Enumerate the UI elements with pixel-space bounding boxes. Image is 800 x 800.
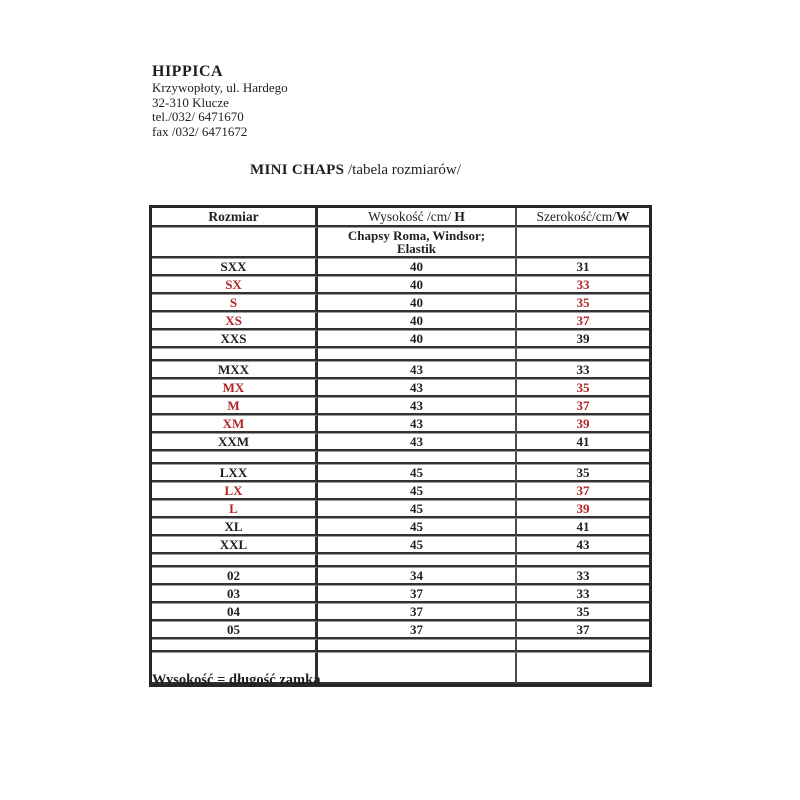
size-cell: XXS: [152, 330, 318, 348]
width-cell: 35: [517, 464, 649, 482]
height-cell: 45: [318, 536, 517, 554]
subheader-empty-cell: [517, 227, 649, 258]
size-row-MX: [152, 379, 649, 397]
size-row-SX: [152, 276, 649, 294]
size-row-MXX: [152, 361, 649, 379]
size-cell: SXX: [152, 258, 318, 276]
height-cell: 45: [318, 464, 517, 482]
subheader-empty-cell: [152, 227, 318, 258]
size-row-LXX: [152, 464, 649, 482]
group-spacer-row: [152, 348, 649, 361]
empty-cell: [517, 639, 649, 652]
height-cell: 40: [318, 312, 517, 330]
group-spacer-row: [152, 554, 649, 567]
height-cell: 37: [318, 603, 517, 621]
size-row-03: [152, 585, 649, 603]
szerokosc-w-symbol: W: [615, 209, 630, 224]
width-cell: 39: [517, 500, 649, 518]
size-row-XS: [152, 312, 649, 330]
wysokosc-label: Wysokość /cm/: [368, 209, 455, 224]
width-cell: 35: [517, 603, 649, 621]
height-cell: 45: [318, 482, 517, 500]
column-header-wysokosc: [318, 208, 517, 227]
empty-cell: [318, 652, 517, 684]
height-cell: 40: [318, 330, 517, 348]
height-cell: 43: [318, 379, 517, 397]
table-header-row: [152, 208, 649, 227]
height-cell: 40: [318, 294, 517, 312]
size-cell: S: [152, 294, 318, 312]
empty-cell: [517, 652, 649, 684]
size-cell: MXX: [152, 361, 318, 379]
column-header-szerokosc: [517, 208, 649, 227]
size-cell: XM: [152, 415, 318, 433]
size-cell: 03: [152, 585, 318, 603]
letterhead: [152, 62, 288, 139]
company-name: HIPPICA: [152, 63, 224, 80]
size-row-L: [152, 500, 649, 518]
size-cell: L: [152, 500, 318, 518]
address-line-2: 32-310 Klucze: [152, 94, 229, 110]
width-cell: 33: [517, 585, 649, 603]
size-cell: XXL: [152, 536, 318, 554]
size-cell: M: [152, 397, 318, 415]
size-row-02: [152, 567, 649, 585]
empty-cell: [318, 554, 517, 567]
wysokosc-h-symbol: H: [454, 209, 465, 224]
size-cell: XXM: [152, 433, 318, 451]
width-cell: 39: [517, 330, 649, 348]
product-name: MINI CHAPS: [250, 162, 345, 178]
empty-cell: [517, 348, 649, 361]
empty-cell: [318, 348, 517, 361]
size-row-XXS: [152, 330, 649, 348]
document-title: [250, 162, 461, 179]
size-row-04: [152, 603, 649, 621]
size-cell: LX: [152, 482, 318, 500]
size-row-M: [152, 397, 649, 415]
width-cell: 37: [517, 482, 649, 500]
size-cell: 05: [152, 621, 318, 639]
size-table: [149, 205, 652, 687]
width-cell: 33: [517, 361, 649, 379]
size-row-XXM: [152, 433, 649, 451]
height-cell: 34: [318, 567, 517, 585]
empty-cell: [517, 451, 649, 464]
trailing-empty-row: [152, 639, 649, 652]
size-cell: XS: [152, 312, 318, 330]
width-cell: 39: [517, 415, 649, 433]
width-cell: 33: [517, 567, 649, 585]
address-line-1: Krzywopłoty, ul. Hardego: [152, 80, 288, 95]
size-row-LX: [152, 482, 649, 500]
height-cell: 43: [318, 397, 517, 415]
height-cell: 37: [318, 585, 517, 603]
width-cell: 35: [517, 294, 649, 312]
size-row-XL: [152, 518, 649, 536]
szerokosc-label: Szerokość/cm/: [536, 209, 616, 224]
width-cell: 35: [517, 379, 649, 397]
table-subheader-row: [152, 227, 649, 258]
height-cell: 40: [318, 258, 517, 276]
model-names-cell: [318, 227, 517, 258]
size-cell: LXX: [152, 464, 318, 482]
size-row-XM: [152, 415, 649, 433]
width-cell: 37: [517, 397, 649, 415]
width-cell: 37: [517, 621, 649, 639]
model-names-line2: Elastik: [396, 241, 436, 256]
empty-cell: [318, 451, 517, 464]
model-names-line1: Chapsy Roma, Windsor;: [347, 228, 486, 243]
empty-cell: [318, 639, 517, 652]
height-cell: 37: [318, 621, 517, 639]
width-cell: 31: [517, 258, 649, 276]
size-cell: SX: [152, 276, 318, 294]
empty-cell: [152, 451, 318, 464]
height-cell: 45: [318, 500, 517, 518]
width-cell: 37: [517, 312, 649, 330]
size-cell: XL: [152, 518, 318, 536]
width-cell: 33: [517, 276, 649, 294]
width-cell: 41: [517, 433, 649, 451]
width-cell: 43: [517, 536, 649, 554]
height-cell: 45: [318, 518, 517, 536]
size-cell: 02: [152, 567, 318, 585]
height-cell: 43: [318, 433, 517, 451]
size-row-XXL: [152, 536, 649, 554]
empty-cell: [517, 554, 649, 567]
fax-line: fax /032/ 6471672: [152, 123, 248, 139]
size-row-S: [152, 294, 649, 312]
column-header-rozmiar: Rozmiar: [152, 208, 318, 227]
title-suffix: /tabela rozmiarów/: [344, 162, 461, 178]
size-row-SXX: [152, 258, 649, 276]
size-cell: 04: [152, 603, 318, 621]
height-cell: 43: [318, 415, 517, 433]
height-cell: 43: [318, 361, 517, 379]
empty-cell: [152, 639, 318, 652]
footer-note: Wysokość = długość zamka: [152, 672, 321, 688]
empty-cell: [152, 348, 318, 361]
width-cell: 41: [517, 518, 649, 536]
empty-cell: [152, 554, 318, 567]
phone-line: tel./032/ 6471670: [152, 109, 244, 124]
group-spacer-row: [152, 451, 649, 464]
size-row-05: [152, 621, 649, 639]
height-cell: 40: [318, 276, 517, 294]
size-cell: MX: [152, 379, 318, 397]
